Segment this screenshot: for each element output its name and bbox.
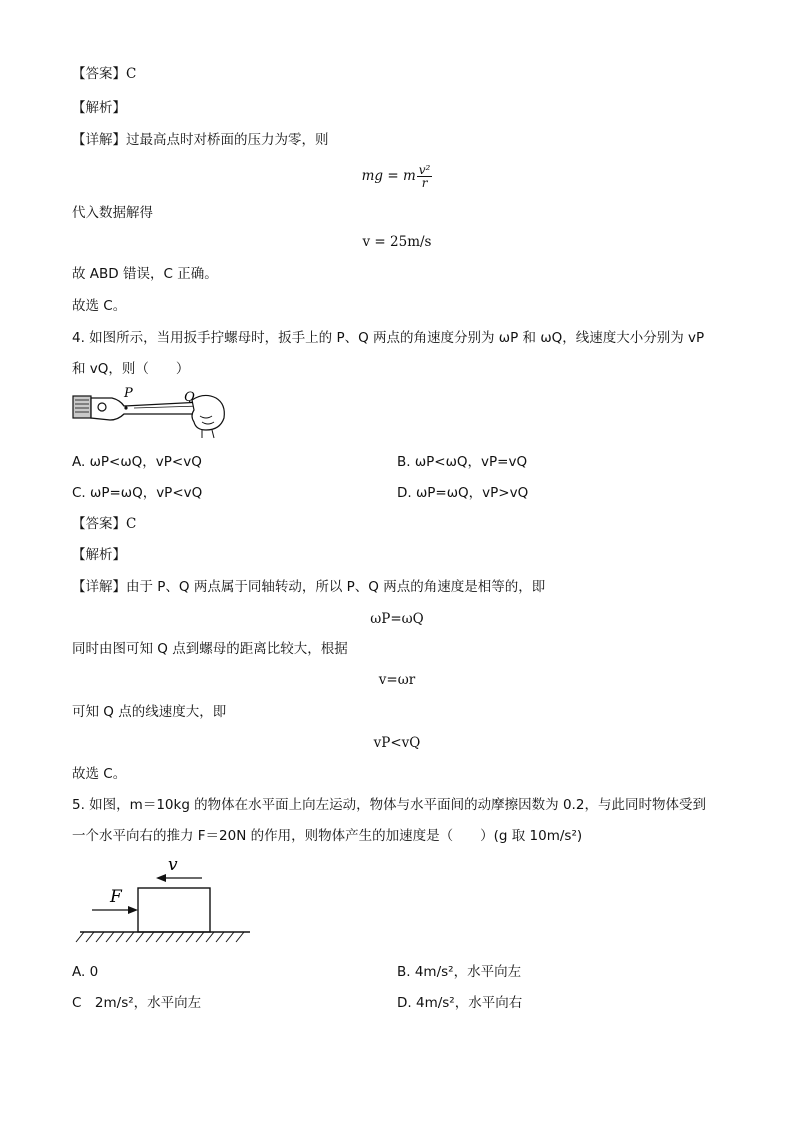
q4-line-3: 可知 Q 点的线速度大，即 — [72, 704, 227, 720]
q3-line-4: 故选 C。 — [72, 298, 127, 314]
q3-line-2: 代入数据解得 — [72, 205, 153, 221]
label-q: Q — [184, 390, 195, 405]
q3-equation-2: v = 25m/s — [362, 234, 432, 250]
detail-tag: 【详解】 — [72, 132, 126, 148]
q4-option-b[interactable]: B. ωP<ωQ，vP=vQ — [397, 454, 528, 470]
q4-analysis-tag: 【解析】 — [72, 547, 126, 563]
answer-tag: 【答案】 — [72, 66, 126, 82]
q4-line-2: 同时由图可知 Q 点到螺母的距离比较大，根据 — [72, 641, 348, 657]
fraction-numerator: v² — [418, 163, 431, 177]
q4-option-d[interactable]: D. ωP=ωQ，vP>vQ — [397, 485, 529, 501]
q3-analysis-tag: 【解析】 — [72, 100, 126, 116]
q4-answer-line — [72, 514, 136, 534]
q5-stem-line-1: 5. 如图，m＝10kg 的物体在水平面上向左运动，物体与水平面间的动摩擦因数为 0.2，与此同时物体受到 — [72, 797, 706, 813]
answer-value: C — [126, 66, 137, 82]
label-p: P — [124, 386, 133, 401]
q3-line-3: 故 ABD 错误，C 正确。 — [72, 266, 218, 282]
q4-option-a[interactable]: A. ωP<ωQ，vP<vQ — [72, 454, 202, 470]
q5-stem-line-2: 一个水平向右的推力 F＝20N 的作用，则物体产生的加速度是（ ）(g 取 10m/s²) — [72, 828, 583, 844]
q5-option-c[interactable]: C 2m/s²，水平向左 — [72, 995, 202, 1011]
force-arrowhead — [128, 906, 138, 914]
q4-option-c[interactable]: C. ωP=ωQ，vP<vQ — [72, 485, 203, 501]
eq-lhs: mg = m — [361, 168, 416, 184]
q4-equation-3: vP<vQ — [373, 735, 421, 751]
q4-equation-1: ωP=ωQ — [370, 611, 424, 627]
velocity-arrowhead — [156, 874, 166, 882]
q5-option-b[interactable]: B. 4m/s²，水平向左 — [397, 964, 522, 980]
q3-answer-line — [72, 64, 136, 84]
q3-equation-1 — [0, 164, 794, 189]
nut-block — [73, 396, 91, 418]
q4-line-4: 故选 C。 — [72, 766, 127, 782]
q4-detail-line — [72, 577, 545, 597]
q4-stem-line-2: 和 vQ，则（ ） — [72, 361, 190, 377]
label-v: v — [168, 855, 178, 875]
point-p-dot — [124, 406, 127, 409]
block — [138, 888, 210, 932]
q4-stem-line-1: 4. 如图所示，当用扳手拧螺母时，扳手上的 P、Q 两点的角速度分别为 ωP 和 ωQ，线速度大小分别为 vP — [72, 330, 705, 346]
hand-outline — [192, 395, 224, 430]
answer-tag: 【答案】 — [72, 516, 126, 532]
q4-equation-2: v=ωr — [378, 672, 416, 688]
fraction-denominator: r — [421, 176, 428, 190]
fraction — [417, 164, 433, 189]
detail-text: 过最高点时对桥面的压力为零，则 — [126, 132, 329, 148]
q3-detail-line — [72, 130, 329, 150]
label-f: F — [110, 887, 122, 907]
ground-hatching — [76, 932, 244, 942]
q5-option-d[interactable]: D. 4m/s²，水平向右 — [397, 995, 523, 1011]
answer-value: C — [126, 516, 137, 532]
wrench-figure — [72, 386, 232, 440]
detail-text: 由于 P、Q 两点属于同轴转动，所以 P、Q 两点的角速度是相等的，即 — [126, 579, 546, 595]
block-figure — [74, 850, 254, 946]
detail-tag: 【详解】 — [72, 579, 126, 595]
q5-option-a[interactable]: A. 0 — [72, 964, 99, 980]
